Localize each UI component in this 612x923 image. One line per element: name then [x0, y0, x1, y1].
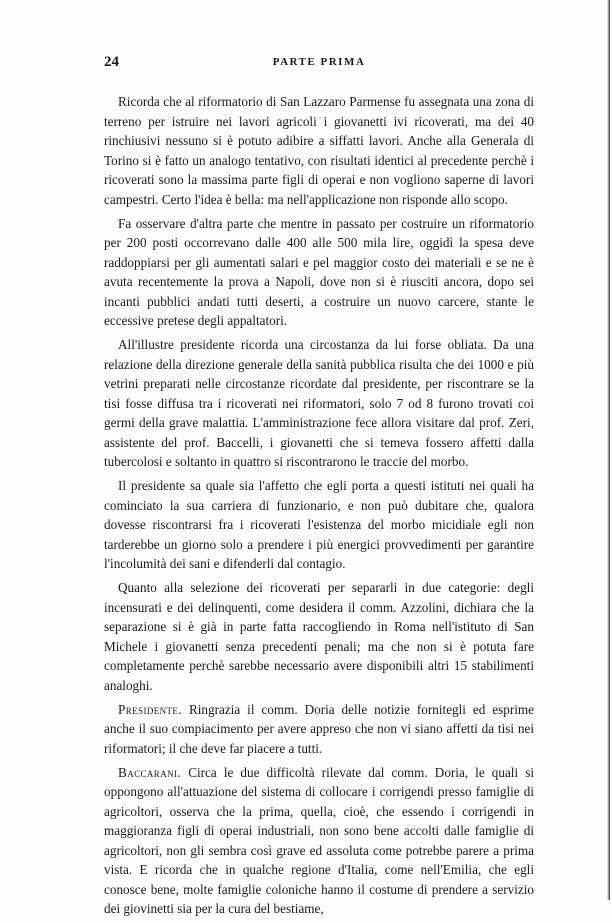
- paragraph-text: Il presidente sa quale sia l'affetto che egli porta a questi istituti nei quali ha cominciato la sua carriera di funzionario, e non può dubitare che, qualora dovesse riscontrarsi fra i ricoverati l'esistenza del morbo micidiale egli non tarderebbe un giorno solo a prendere i più energici provvedimenti per garantire l'incolumità dei sani e difenderli dal contagio.: [104, 478, 534, 571]
- paragraph: [104, 92, 534, 209]
- page-edge-shadow: [607, 0, 610, 900]
- paragraph: [104, 763, 534, 919]
- paragraph-text: Ringrazia il comm. Doria delle notizie fornitegli ed esprime anche il suo compiacimento per avere appreso che non vi siano affetti da tisi nei riformatori; il che deve far piacere a tutti.: [104, 701, 535, 756]
- paragraph: [104, 335, 534, 472]
- paragraph-text: All'illustre presidente ricorda una circostanza da lui forse obliata. Da una relazione della direzione generale della sanità pubblica risulta che dei 1000 e più vetrini preparati nelle circostanze ricordate dal presidente, per riscontrare se la tisi fosse diffusa tra i ricoverati nei riformatori, solo 7 od 8 furono trovati coi germi della grave malattia. L'amministrazione fece allora visitare dal prof. Zeri, assistente del prof. Baccelli, i giovanetti che si temeva fossero affetti dalla tubercolosi e soltanto in quattro si riscontrarono le traccie del morbo.: [104, 337, 534, 469]
- speaker-name: Presidente.: [118, 701, 183, 717]
- section-title: PARTE PRIMA: [272, 56, 366, 68]
- paragraph: [104, 700, 534, 759]
- body-text: [104, 92, 534, 923]
- page-number: 24: [104, 54, 119, 70]
- paragraph-text: Circa le due difficoltà rilevate dal comm. Doria, le quali si oppongono all'attuazione del sistema di collocare i corrigendi presso famiglie di agricoltori, osserva che la prima, quella, cioè, che essendo i corrigendi in maggioranza figli di operai industriali, non sono bene accolti dalle famiglie di agricoltori, non gli sembra così grave ed assoluta come potrebbe parere a prima vista. E ricorda che in qualche regione d'Italia, come nell'Emilia, che egli conosce bene, molte famiglie coloniche hanno il costume di prendere a servizio dei giovinetti sia per la cura del bestiame,: [104, 764, 535, 916]
- paragraph: [104, 476, 534, 574]
- paragraph: [104, 578, 534, 695]
- paragraph-text: Ricorda che al riformatorio di San Lazzaro Parmense fu assegnata una zona di terreno per istruire nei lavori agricoli i giovanetti ivi ricoverati, ma dei 40 rinchiusivi nessuno si è potuto adibire a siffatti lavori. Anche alla Generala di Torino si è fatto un analogo tentativo, con risultati identici al precedente perchè i ricoverati sono la massima parte figli di operai e non vogliono saperne di lavori campestri. Certo l'idea è bella: ma nell'applicazione non risponde allo scopo.: [104, 94, 534, 207]
- running-head: [104, 54, 534, 74]
- paragraph-text: Quanto alla selezione dei ricoverati per separarli in due categorie: degli incensurati e dei delinquenti, come desidera il comm. Azzolini, dichiara che la separazione si è già in parte fatta raccogliendo in Roma nell'istituto di San Michele i giovanetti senza precedenti penali; ma che non si è potuta fare completamente perchè sarebbe necessario avere disponibili altri 15 stabilimenti analoghi.: [104, 580, 534, 693]
- paragraph-text: Fa osservare d'altra parte che mentre in passato per costruire un riformatorio per 200 posti occorrevano dalle 400 alle 500 mila lire, oggidì la spesa deve raddoppiarsi per gli aumentati salari e pel maggior costo dei materiali e se ne è avuta recentemente la prova a Napoli, dove non si è riusciti ancora, dopo sei incanti pubblici andati tutti deserti, a costruire un nuovo carcere, stante le eccessive pretese degli appaltatori.: [104, 215, 534, 328]
- paragraph: [104, 214, 534, 331]
- speaker-name: Baccarani.: [118, 764, 182, 780]
